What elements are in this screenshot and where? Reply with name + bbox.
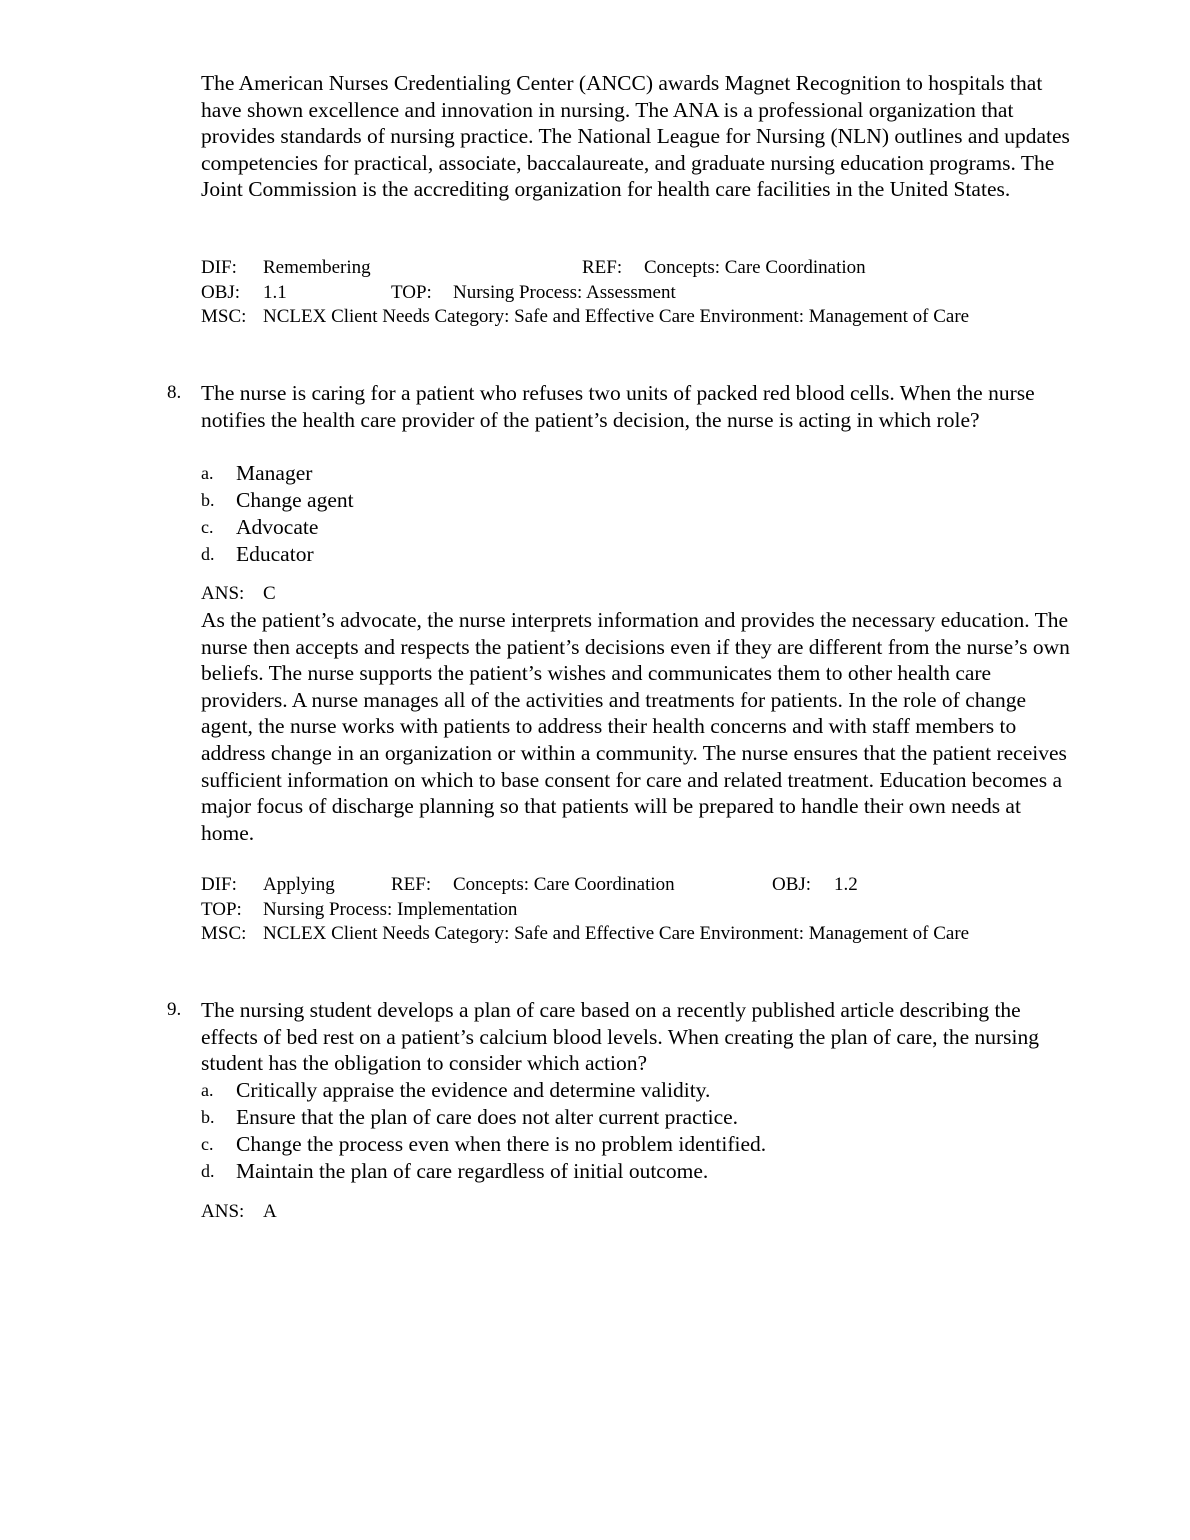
q9-number: 9.	[167, 999, 182, 1020]
q8-obj: OBJ: 1.2	[772, 874, 858, 895]
q8-msc: MSC: NCLEX Client Needs Category: Safe and Effective Care Environment: Management of Care	[201, 923, 970, 944]
q7-msc: MSC: NCLEX Client Needs Category: Safe and Effective Care Environment: Management of Care	[201, 306, 970, 327]
q7-rationale: The American Nurses Credentialing Center (ANCC) awards Magnet Recognition to hospitals that have shown excellence and innovation in nursing. The ANA is a professional organization that provides standards of nursing practice. The National League for Nursing (NLN) outlines and updates competencies for practical, associate, baccalaureate, and graduate nursing education programs. The Joint Commission is the accrediting organization for health care facilities in the United States.	[201, 71, 1070, 202]
q8-dif: DIF: Applying	[201, 874, 335, 895]
q9-answer: ANS: A	[201, 1201, 277, 1222]
q7-obj: OBJ: 1.1	[201, 282, 287, 303]
document-page: The American Nurses Credentialing Center (ANCC) awards Magnet Recognition to hospitals that have shown excellence and innovation in nursing. The ANA is a professional organization that provides standards of nursing practice. The National League for Nursing (NLN) outlines and updates competencies for practical, associate, baccalaureate, and graduate nursing education programs. The Joint Commission is the accrediting organization for health care facilities in the United States. DIF: Remembering REF: Concepts: Care Coordination OBJ: 1.1 TOP: Nursing Process: Assessment MSC: NCLEX Client Needs Category: Safe and Effective Care Environment: Management of Care 8. The nurse is caring for a patient who refuses two units of packed red blood cells. When the nurse notifies the health care provider of the patient’s decision, the nurse is acting in which role? a. Manager b. Change agent c. Advocate d. Educator ANS: C As the patient’s advocate, the nurse interprets information and provides the necessary education. The nurse then accepts and respects the patient’s decisions even if they are different from the nurse’s own beliefs. The nurse supports the patient’s wishes and communicates them to other health care providers. A nurse manages all of the activities and treatments for patients. In the role of change agent, the nurse works with patients to address their health concerns and with staff members to address change in an organization or within a community. The nurse ensures that the patient receives sufficient information on which to base consent for care and related treatment. Education becomes a major focus of discharge planning so that patients will be prepared to handle their own needs at home. DIF: Applying REF: Concepts: Care Coordination OBJ: 1.2 TOP: Nursing Process: Implementation MSC: NCLEX Client Needs Category: Safe and Effective Care Environment: Management of Care 9. The nursing student develops a plan of care based on a recently published article describing the effects of bed rest on a patient’s calcium blood levels. When creating the plan of care, the nursing student has the obligation to consider which action? a. Critically appraise the evidence and determine validity. b. Ensure that the plan of care does not alter current practice. c. Change the process even when there is no problem identified. d. Maintain the plan of care regardless of initial outcome. ANS: A	[0, 0, 1190, 1540]
q7-ref: REF: Concepts: Care Coordination	[582, 257, 866, 278]
q7-top: TOP: Nursing Process: Assessment	[391, 282, 676, 303]
q7-dif: DIF: Remembering	[201, 257, 371, 278]
q8-answer: ANS: C	[201, 583, 276, 604]
q9-stem: The nursing student develops a plan of care based on a recently published article describing the effects of bed rest on a patient’s calcium blood levels. When creating the plan of care, the nursing student has the obligation to consider which action?	[201, 998, 1040, 1076]
q8-number: 8.	[167, 382, 182, 403]
q8-top: TOP: Nursing Process: Implementation	[201, 899, 518, 920]
q8-ref: REF: Concepts: Care Coordination	[391, 874, 675, 895]
q8-rationale: As the patient’s advocate, the nurse interprets information and provides the necessary education. The nurse then accepts and respects the patient’s decisions even if they are different from the nurse’s own beliefs. The nurse supports the patient’s wishes and communicates them to other health care providers. A nurse manages all of the activities and treatments for patients. In the role of change agent, the nurse works with patients to address their health concerns and with staff members to address change in an organization or within a community. The nurse ensures that the patient receives sufficient information on which to base consent for care and related treatment. Education becomes a major focus of discharge planning so that patients will be prepared to handle their own needs at home.	[201, 608, 1070, 845]
q8-stem: The nurse is caring for a patient who refuses two units of packed red blood cells. When the nurse notifies the health care provider of the patient’s decision, the nurse is acting in which role?	[201, 381, 1035, 432]
